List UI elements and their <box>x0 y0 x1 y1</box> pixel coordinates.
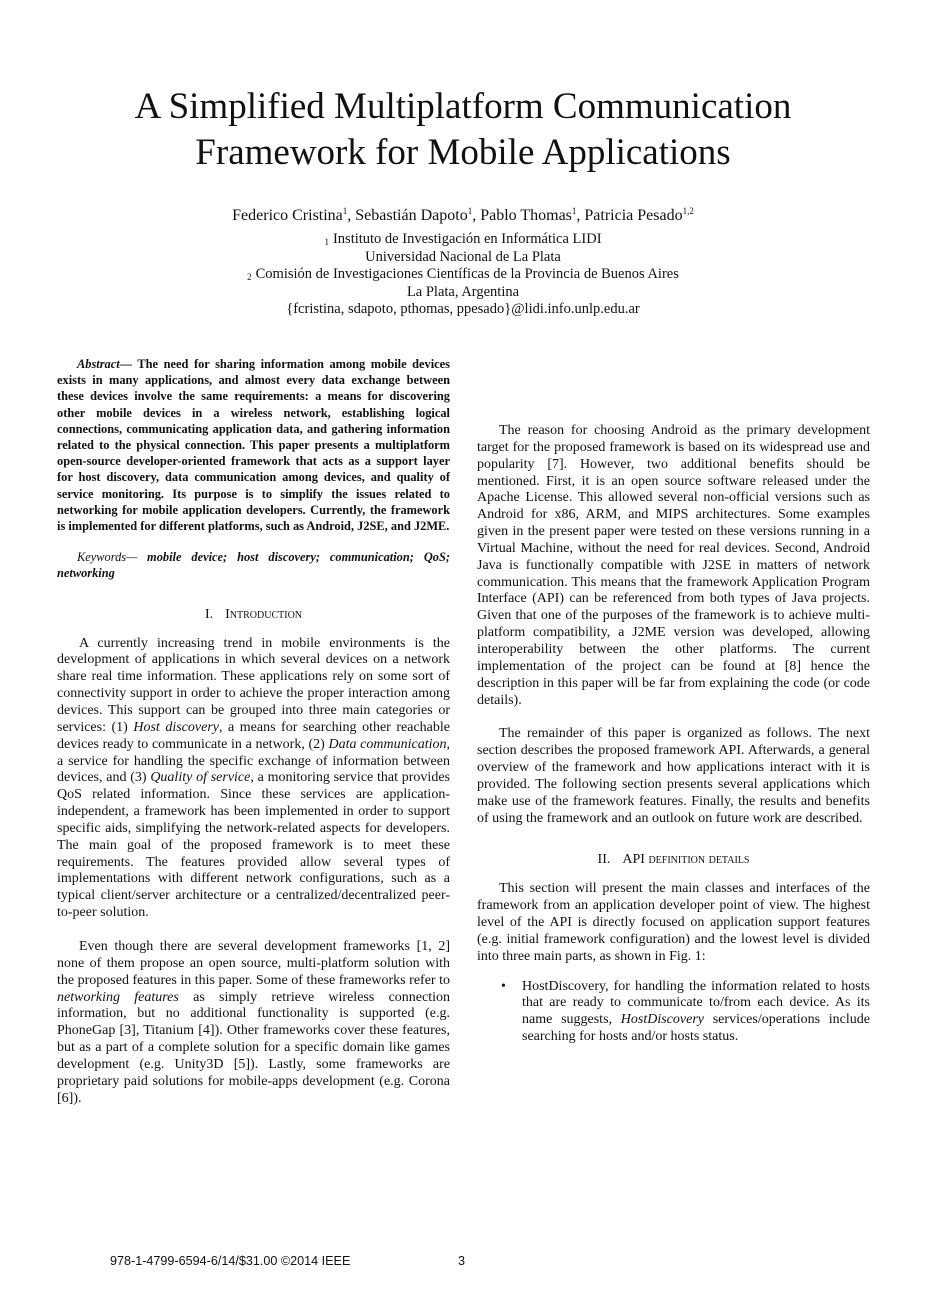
footer-copyright: 978-1-4799-6594-6/14/$31.00 ©2014 IEEE <box>110 1254 351 1268</box>
section-heading-api <box>477 851 870 868</box>
affiliation-1-university: Universidad Nacional de La Plata <box>365 248 561 265</box>
abstract-label: Abstract— <box>77 357 133 371</box>
section-number: II. <box>597 852 611 868</box>
section-title: Introduction <box>225 606 303 622</box>
author-name: Pablo Thomas <box>480 207 572 224</box>
intro-paragraph-4: The remainder of this paper is organized as follows. The next section describes the proposed framework API. Afterwards, a general overview of the framework and how applications interact with it is provided. The following section presents several applications which make use of the framework features. Finally, the results and benefits of using the framework and an outlook on future work are described. <box>477 726 870 826</box>
section-number: I. <box>204 606 214 622</box>
author-affil-mark: 1 <box>467 206 473 216</box>
abstract-text: The need for sharing information among mobile devices exists in many applications, and almost every data exchange between these devices involve the same requirements: a means for discovering other mobile devices in a wireless network, establishing logical connections, communicating application data, and gathering information related to the physical connection. This paper presents a multiplatform open-source developer-oriented framework that acts as a support layer for host discovery, data communication among devices, and quality of service monitoring. Its purpose is to simplify the issues related to networking for mobile application developers. Currently, the framework is implemented for different platforms, such as Android, J2SE, and J2ME. <box>57 357 450 534</box>
affiliation-mark: 2 <box>247 272 252 283</box>
intro-paragraph-2: Even though there are several development frameworks [1, 2] none of them propose an open source, multi-platform solution with the proposed features in this paper. Some of these frameworks refer to networking features as simply retrieve wireless connection information, but no additional functionality is supported (e.g. PhoneGap [3], Titanium [4]). Other frameworks cover these features, but as a part of a complete solution for a specific domain like games development (e.g. Unity3D [5]). Lastly, some frameworks are proprietary paid solutions for mobile-apps development (e.g. Corona [6]). <box>57 938 450 1106</box>
section-title: definition details <box>648 852 750 868</box>
paper-title <box>40 84 886 176</box>
keywords-text: mobile device; host discovery; communication; QoS; networking <box>57 550 450 581</box>
author-affil-mark: 1 <box>571 206 577 216</box>
author-affil-mark: 1,2 <box>682 206 694 216</box>
section-title-lead: API <box>622 852 649 868</box>
affiliation-2-city: La Plata, Argentina <box>406 283 520 300</box>
api-bullet-list <box>477 979 870 1046</box>
author-affil-mark: 1 <box>342 206 348 216</box>
title-line-2: Framework for Mobile Applications <box>195 132 731 173</box>
api-paragraph-1: This section will present the main classes and interfaces of the framework from an application developer point of view. The highest level of the API is directly focused on application support features (e.g. initial framework configuration) and the lowest level is divided into three main parts, as shown in Fig. 1: <box>477 881 870 964</box>
affiliations <box>40 231 886 319</box>
list-item: • HostDiscovery, for handling the information related to hosts that are ready to communicate to/from each device. As its name suggests, HostDiscovery services/operations include searching for hosts and/or hosts status. <box>501 978 870 1045</box>
author-name: Patricia Pesado <box>584 207 683 224</box>
affiliation-2-institute: $_2$ Comisión de Investigaciones Científicas de la Provincia de Buenos Aires <box>247 266 679 283</box>
title-line-1: A Simplified Multiplatform Communication <box>134 86 792 127</box>
keywords <box>57 549 450 581</box>
page-number: 3 <box>458 1254 466 1268</box>
intro-paragraph-3: The reason for choosing Android as the primary development target for the proposed framework is based on its widespread use and popularity [7]. However, two additional benefits should be mentioned. First, it is an open source software released under the Apache License. This allowed several non-official versions such as Android for x86, ARM, and MIPS architectures. Some examples given in the present paper were tested on these versions running in a Virtual Machine, without the need for real devices. Second, Android Java is functionally compatible with J2SE in matters of network communication. This means that the framework Application Program Interface (API) can be referenced from both types of Java projects. Given that one of the purposes of the framework is to achieve multi-platform compatibility, a J2ME version was developed, allowing interoperability between the other platforms. The current implementation of the project can be found at [8] hence the description in this paper will be far from explaining the code (or code details). <box>477 423 870 708</box>
affiliation-mark: 1 <box>324 237 329 247</box>
right-column <box>477 356 870 1046</box>
author-list: Federico Cristina$^1$, Sebastián Dapoto$^1$, Pablo Thomas$^1$, Patricia Pesado$^{1,2}$ <box>232 206 694 224</box>
section-heading-introduction <box>57 606 450 623</box>
left-column <box>57 356 450 1107</box>
author-name: Federico Cristina <box>232 207 343 224</box>
keywords-label: Keywords— <box>77 550 138 565</box>
author-emails: {fcristina, sdapoto, pthomas, ppesado}@lidi.info.unlp.edu.ar <box>286 301 640 318</box>
author-name: Sebastián Dapoto <box>355 207 468 224</box>
bullet-marker: • <box>501 978 506 994</box>
affiliation-1-institute: $_1$ Instituto de Investigación en Informática LIDI <box>324 231 602 247</box>
abstract <box>57 356 450 534</box>
intro-paragraph-1: A currently increasing trend in mobile environments is the development of applications in which several devices on a network share real time information. These applications rely on some sort of connectivity support in order to achieve the proper interaction among devices. This support can be grouped into three main categories or services: (1) Host discovery, a means for searching other reachable devices ready to communicate in a network, (2) Data communication, a service for handling the specific exchange of information between devices, and (3) Quality of service, a monitoring service that provides QoS related information. Since these services are application-independent, a framework has been implemented in order to support specific aids, simplifying the network-related aspects for developers. The main goal of the proposed framework is to meet these requirements. The features provided allow several types of implementations with different network configurations, such as a typical client/server architecture or a centralized/decentralized peer-to-peer solution. <box>57 635 450 921</box>
